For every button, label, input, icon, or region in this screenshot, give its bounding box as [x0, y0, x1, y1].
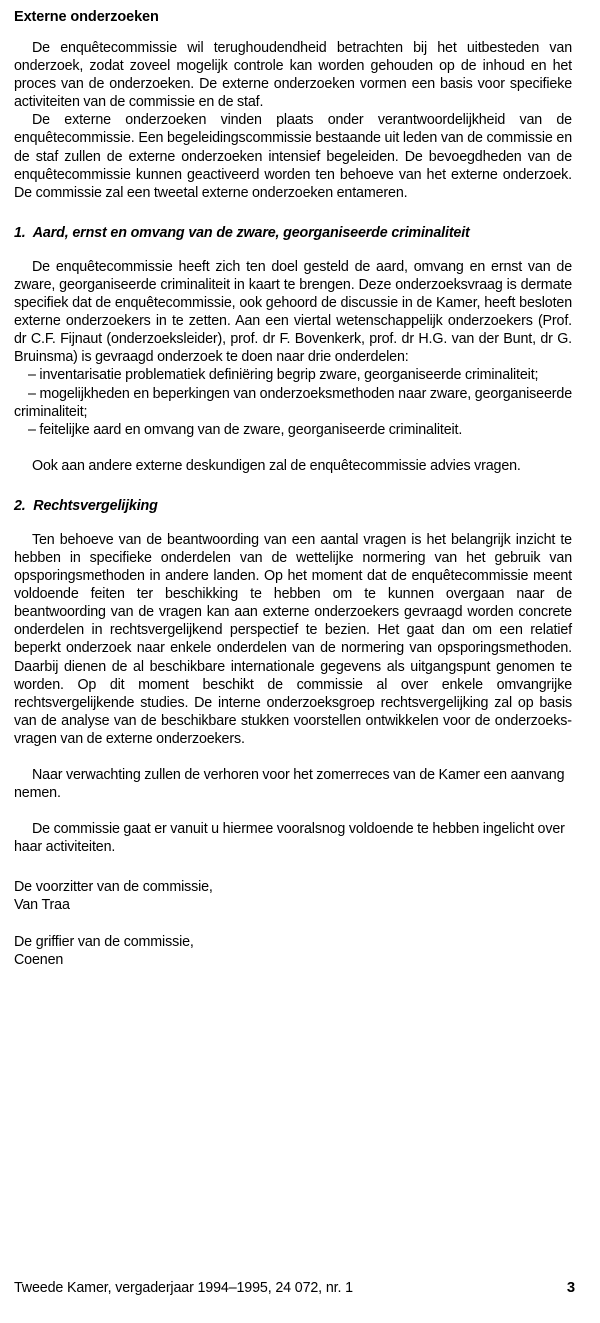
signature-chair-name: Van Traa: [14, 897, 70, 914]
page-content: [14, 8, 572, 969]
spacer: [14, 915, 572, 933]
spacer: [14, 856, 572, 878]
list-item: – inventarisatie problematiek definiëring begrip zware, georganiseerde criminaliteit;: [28, 367, 539, 384]
signature-clerk-name: Coenen: [14, 951, 64, 968]
signature-chair-role: De voorzitter van de commissie,: [14, 879, 213, 896]
spacer: [14, 802, 572, 820]
paragraph-hearings: Naar verwachting zullen de verhoren voor het zomerreces van de Kamer een aanvang nemen.: [14, 767, 565, 802]
subheading-section-2: 2. Rechtsvergelijking: [14, 497, 158, 514]
paragraph-section-1-body: De enquêtecommissie heeft zich ten doel gesteld de aard, omvang en ernst van de zware, georganiseerde criminaliteit in kaart te brengen. Deze onderzoeksvraag is dermate specifiek dat de enquêtecommissie, ook gehoord de discussie in de Kamer, heeft besloten externe onderzoekers in te zetten. Aan een viertal wetenschappelijk onderzoekers (Prof. dr C.F. Fijnaut (onderzoeksleider), prof. dr F. Bovenkerk, prof. dr H.G. van der Bunt, dr G. Bruinsma) is gevraagd onderzoek te doen naar drie onderdelen:: [14, 258, 572, 366]
spacer: [14, 748, 572, 766]
spacer: [14, 475, 572, 497]
footer-page-number: 3: [566, 1280, 575, 1296]
spacer: [14, 202, 572, 224]
spacer: [14, 242, 572, 258]
subheading-section-1: 1. Aard, ernst en omvang van de zware, georganiseerde criminaliteit: [14, 224, 470, 241]
list-item: – feitelijke aard en omvang van de zware, georganiseerde criminaliteit.: [28, 421, 463, 438]
spacer: [14, 515, 572, 531]
signature-clerk-role: De griffier van de commissie,: [14, 933, 194, 950]
spacer: [14, 439, 572, 457]
paragraph-section-2-body: Ten behoeve van de beantwoording van een aantal vragen is het belangrijk inzicht te hebben in specifieke onderdelen van de wettelijke normering van het gebruik van opsporingsmethoden in andere landen. Op het moment dat de enquêtecommissie meent voldoende feiten ter beschikking te hebben om te kunnen overgaan naar de beantwoording van de vragen kan aan externe onderzoekers gevraagd worden concrete onderdelen in rechtsvergelijkend perspectief te bezien. Het gaat dan om een relatief beperkt onderzoek naar enkele onderdelen van de normering van opsporingsmethoden. Daarbij dienen de al beschikbare internationale gegevens als uitgangspunt genomen te worden. Op dit moment beschikt de commissie al over enkele omvangrijke rechtsvergelijkende studies. De interne onderzoeksgroep rechtsvergelijking zal op basis van de analyse van de beschikbare stukken voorstellen ontwikkelen voor de onderzoeksvragen van de externe onderzoekers.: [14, 531, 572, 747]
footer-citation: Tweede Kamer, vergaderjaar 1994–1995, 24 072, nr. 1: [14, 1280, 353, 1296]
page-title: Externe onderzoeken: [14, 9, 159, 25]
paragraph-final: De commissie gaat er vanuit u hiermee vooralsnog voldoende te hebben ingelicht over haar activiteiten.: [14, 821, 565, 856]
paragraph-intro-2: De externe onderzoeken vinden plaats onder verantwoordelijkheid van de enquêtecommissie. Een begeleidingscommissie bestaande uit leden van de commissie en de staf zullen de externe onderzoeken intensief begeleiden. De bevoegdheden van de enquêtecommissie kunnen geactiveerd worden ten behoeve van het externe onderzoek. De commissie zal een tweetal externe onderzoeken entameren.: [14, 112, 572, 201]
paragraph-intro-1: De enquêtecommissie wil terughoudendheid betrachten bij het uitbesteden van onderzoek, zodat zoveel mogelijk controle kan worden gehouden op de inhoud en het proces van de onderzoeken. De externe onderzoeken vormen een basis voor specifieke activiteiten van de commissie en de staf.: [14, 40, 572, 111]
page-footer: [14, 1279, 576, 1297]
list-item: – mogelijkheden en beperkingen van onderzoeksmethoden naar zware, georganiseerde criminaliteit;: [14, 385, 572, 420]
paragraph-section-1-closing: Ook aan andere externe deskundigen zal de enquêtecommissie advies vragen.: [32, 457, 521, 474]
